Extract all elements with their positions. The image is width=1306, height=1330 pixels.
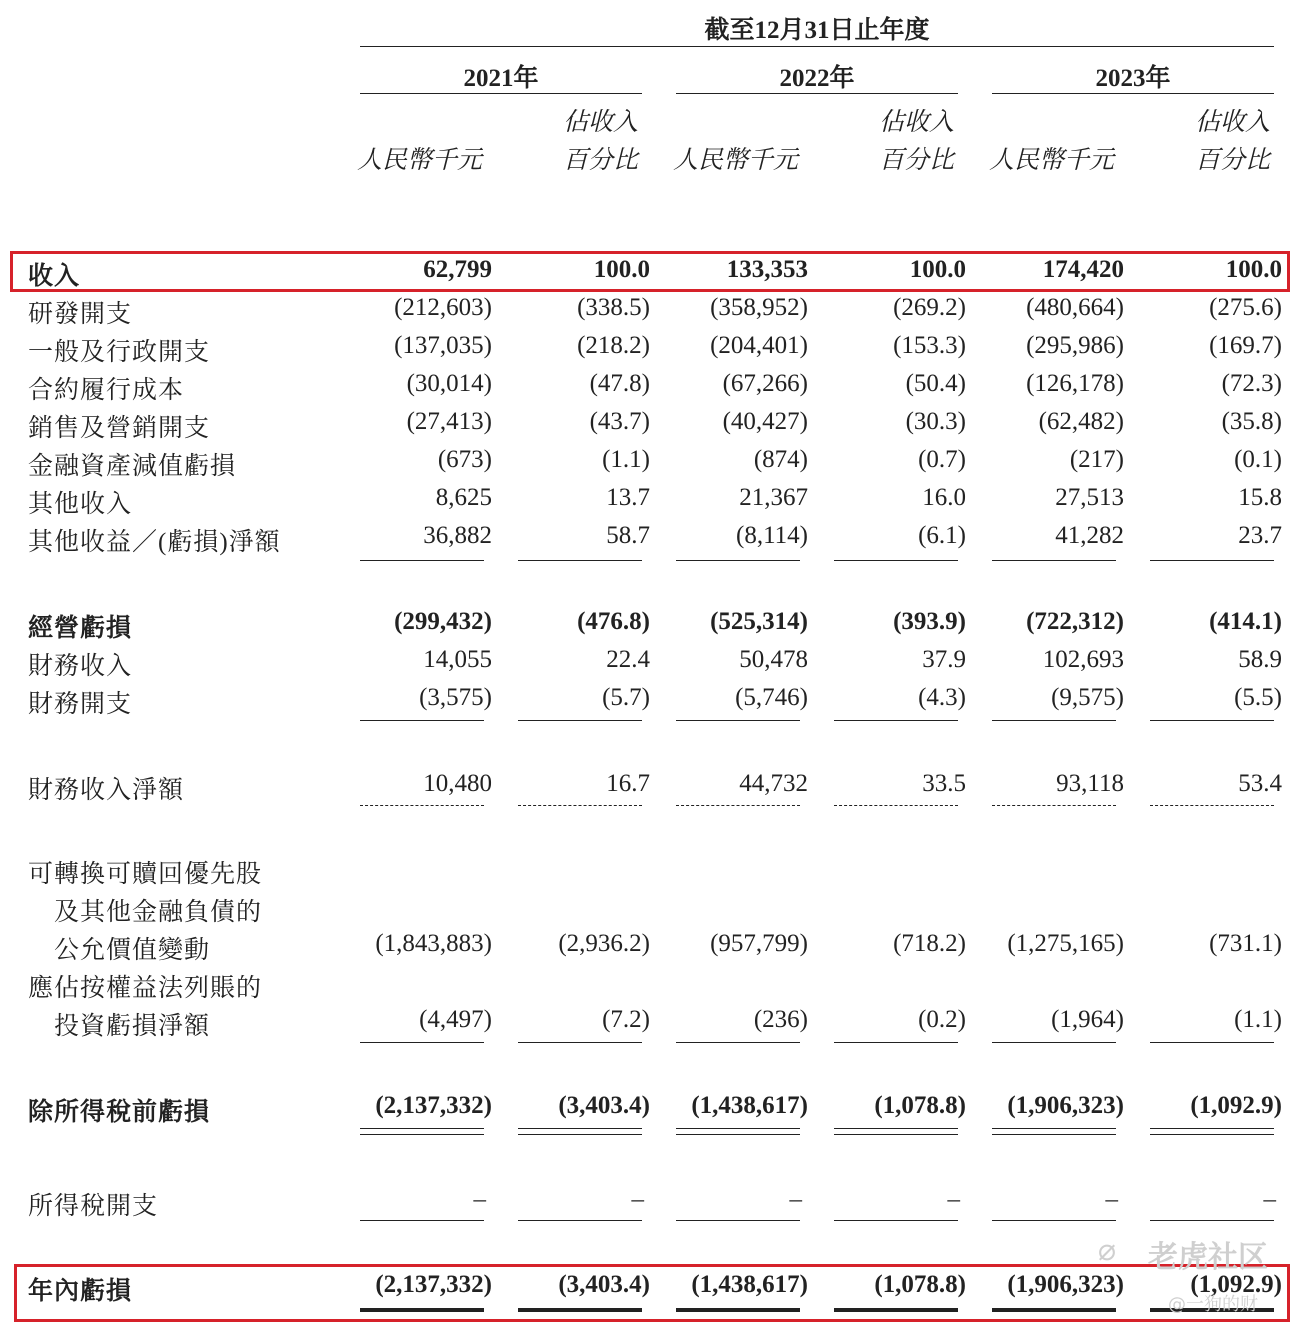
value-cell: (236) [753,1006,808,1033]
year-2021-heading: 2021年 [463,65,539,92]
watermark-brand: 老虎社区 [1148,1240,1268,1275]
value-cell: (1,843,883) [375,930,492,957]
value-cell: (393.9) [893,608,966,635]
value-cell: (0.2) [918,1006,966,1033]
period-underline [360,46,1274,47]
year-2022-underline [676,93,958,94]
value-cell: 37.9 [922,646,966,673]
row-label-other-income: 其他收入 [28,491,133,518]
value-cell: 14,055 [423,646,492,673]
underline-rule [834,1042,958,1043]
value-cell: (358,952) [710,294,808,321]
value-cell: (1,078.8) [874,1092,966,1119]
value-cell: (1,906,323) [1007,1271,1124,1298]
row-label-finance-expenses: 財務開支 [28,691,133,718]
value-cell: 53.4 [1238,770,1282,797]
underline-rule [992,805,1116,806]
value-cell: (6.1) [918,522,966,549]
underline-rule [992,1220,1116,1221]
unit-header-2022-rmb: 人民幣千元 [672,147,798,174]
underline-rule [676,1128,800,1135]
period-heading: 截至12月31日止年度 [704,17,930,44]
underline-rule [834,1128,958,1135]
value-cell: (1,438,617) [691,1271,808,1298]
value-cell: (338.5) [577,294,650,321]
unit-header-2023-pct-line1: 佔收入 [1194,109,1270,136]
underline-rule [1150,1128,1274,1135]
value-cell: 58.7 [606,522,650,549]
value-cell: 16.0 [922,484,966,511]
value-cell: (1,275,165) [1007,930,1124,957]
underline-rule [834,1220,958,1221]
value-cell: 33.5 [922,770,966,797]
underline-rule [834,1308,958,1312]
value-cell: (476.8) [577,608,650,635]
value-cell: (718.2) [893,930,966,957]
row-label-selling-expenses: 銷售及營銷開支 [28,415,211,442]
value-cell: (2,936.2) [558,930,650,957]
underline-rule [992,560,1116,561]
underline-rule [518,805,642,806]
row-label-finance-income: 財務收入 [28,653,133,680]
unit-header-2021-pct-line1: 佔收入 [562,109,638,136]
underline-rule [518,1308,642,1312]
value-cell: 8,625 [435,484,492,511]
underline-rule [676,1308,800,1312]
underline-rule [834,805,958,806]
underline-rule [676,805,800,806]
value-cell: (1,438,617) [691,1092,808,1119]
unit-header-2022-pct-line2: 百分比 [878,147,954,174]
underline-rule [360,720,484,721]
value-cell: (1,078.8) [874,1271,966,1298]
value-cell: (299,432) [394,608,492,635]
value-cell: (5.5) [1234,684,1282,711]
value-cell: (72.3) [1221,370,1282,397]
value-cell: 15.8 [1238,484,1282,511]
row-label-equity-method-line1: 應佔按權益法列賬的 [28,975,263,1002]
value-cell: (204,401) [710,332,808,359]
value-cell: 100.0 [1225,256,1282,283]
value-cell: (5,746) [735,684,808,711]
value-cell: (3,403.4) [558,1092,650,1119]
underline-rule [1150,805,1274,806]
row-label-revenue: 收入 [28,263,81,290]
row-label-operating-loss: 經營虧損 [28,615,133,642]
underline-rule [1150,1220,1274,1221]
value-cell: (8,114) [736,522,808,549]
value-cell: (27,413) [406,408,492,435]
row-label-contract-costs: 合約履行成本 [28,377,185,404]
value-cell: (67,266) [722,370,808,397]
underline-rule [676,1220,800,1221]
value-cell: (126,178) [1026,370,1124,397]
value-cell: (35.8) [1221,408,1282,435]
row-label-rnd-expenses: 研發開支 [28,301,133,328]
underline-rule [360,1128,484,1135]
underline-rule [360,1220,484,1221]
value-cell: (3,575) [419,684,492,711]
underline-rule [518,560,642,561]
value-cell: (1.1) [602,446,650,473]
value-cell: 23.7 [1238,522,1282,549]
value-cell: 21,367 [739,484,808,511]
underline-rule [676,1042,800,1043]
unit-header-2023-rmb: 人民幣千元 [988,147,1114,174]
value-cell: 133,353 [726,256,808,283]
value-cell: 50,478 [739,646,808,673]
value-cell: (0.1) [1234,446,1282,473]
underline-rule [518,1042,642,1043]
value-cell: (218.2) [577,332,650,359]
row-label-net-finance-income: 財務收入淨額 [28,777,185,804]
year-2023-heading: 2023年 [1095,65,1171,92]
underline-rule [992,720,1116,721]
value-cell: – [789,1186,802,1213]
value-cell: (153.3) [893,332,966,359]
value-cell: – [631,1186,644,1213]
year-2023-underline [992,93,1274,94]
value-cell: (414.1) [1209,608,1282,635]
value-cell: 100.0 [593,256,650,283]
value-cell: 100.0 [909,256,966,283]
value-cell: (4,497) [419,1006,492,1033]
value-cell: (1,092.9) [1190,1092,1282,1119]
underline-rule [518,1220,642,1221]
value-cell: (43.7) [589,408,650,435]
value-cell: – [1105,1186,1118,1213]
row-label-equity-method-line2: 投資虧損淨額 [54,1013,211,1040]
row-label-annual-loss: 年內虧損 [28,1278,133,1305]
value-cell: (275.6) [1209,294,1282,321]
value-cell: (1,092.9) [1190,1271,1282,1298]
value-cell: (957,799) [710,930,808,957]
unit-header-2021-pct-line2: 百分比 [562,147,638,174]
value-cell: 44,732 [739,770,808,797]
value-cell: 58.9 [1238,646,1282,673]
value-cell: (137,035) [394,332,492,359]
underline-rule [360,805,484,806]
value-cell: (3,403.4) [558,1271,650,1298]
value-cell: 93,118 [1056,770,1124,797]
underline-rule [1150,720,1274,721]
value-cell: (1,964) [1051,1006,1124,1033]
value-cell: 16.7 [606,770,650,797]
value-cell: (731.1) [1209,930,1282,957]
value-cell: (62,482) [1038,408,1124,435]
value-cell: – [947,1186,960,1213]
underline-rule [1150,560,1274,561]
value-cell: (722,312) [1026,608,1124,635]
underline-rule [1150,1042,1274,1043]
watermark-user: @一狗的财 [1168,1294,1258,1315]
value-cell: (874) [753,446,808,473]
value-cell: – [1263,1186,1276,1213]
value-cell: (47.8) [589,370,650,397]
value-cell: (2,137,332) [375,1271,492,1298]
value-cell: (5.7) [602,684,650,711]
value-cell: (50.4) [905,370,966,397]
row-label-fair-value-line3: 公允價值變動 [54,937,211,964]
row-label-fair-value-line2: 及其他金融負債的 [54,899,263,926]
value-cell: (480,664) [1026,294,1124,321]
value-cell: 174,420 [1042,256,1124,283]
value-cell: 10,480 [423,770,492,797]
underline-rule [518,1128,642,1135]
row-label-impairment-losses: 金融資產減值虧損 [28,453,237,480]
unit-header-2022-pct-line1: 佔收入 [878,109,954,136]
underline-rule [676,560,800,561]
underline-rule [834,560,958,561]
value-cell: 62,799 [423,256,492,283]
value-cell: (1.1) [1234,1006,1282,1033]
value-cell: (30,014) [406,370,492,397]
underline-rule [992,1042,1116,1043]
watermark-logo-icon: ⌀ [1098,1233,1117,1268]
underline-rule [518,720,642,721]
value-cell: (673) [437,446,492,473]
value-cell: 13.7 [606,484,650,511]
row-label-fair-value-line1: 可轉換可贖回優先股 [28,861,263,888]
value-cell: 22.4 [606,646,650,673]
value-cell: (7.2) [602,1006,650,1033]
value-cell: 102,693 [1042,646,1124,673]
value-cell: 27,513 [1055,484,1124,511]
value-cell: (295,986) [1026,332,1124,359]
underline-rule [834,720,958,721]
underline-rule [992,1128,1116,1135]
year-2021-underline [360,93,642,94]
row-label-income-tax: 所得稅開支 [28,1193,159,1220]
row-label-other-gains: 其他收益／(虧損)淨額 [28,529,281,556]
value-cell: (2,137,332) [375,1092,492,1119]
underline-rule [992,1308,1116,1312]
value-cell: (217) [1069,446,1124,473]
value-cell: (4.3) [918,684,966,711]
value-cell: 36,882 [423,522,492,549]
value-cell: (169.7) [1209,332,1282,359]
value-cell: (269.2) [893,294,966,321]
value-cell: 41,282 [1055,522,1124,549]
value-cell: (212,603) [394,294,492,321]
unit-header-2021-rmb: 人民幣千元 [356,147,482,174]
underline-rule [360,1308,484,1312]
value-cell: (1,906,323) [1007,1092,1124,1119]
value-cell: (40,427) [722,408,808,435]
value-cell: (9,575) [1051,684,1124,711]
underline-rule [360,560,484,561]
underline-rule [676,720,800,721]
value-cell: (30.3) [905,408,966,435]
value-cell: – [473,1186,486,1213]
row-label-admin-expenses: 一般及行政開支 [28,339,211,366]
row-label-loss-before-tax: 除所得稅前虧損 [28,1099,211,1126]
value-cell: (525,314) [710,608,808,635]
value-cell: (0.7) [918,446,966,473]
year-2022-heading: 2022年 [779,65,855,92]
unit-header-2023-pct-line2: 百分比 [1194,147,1270,174]
underline-rule [360,1042,484,1043]
